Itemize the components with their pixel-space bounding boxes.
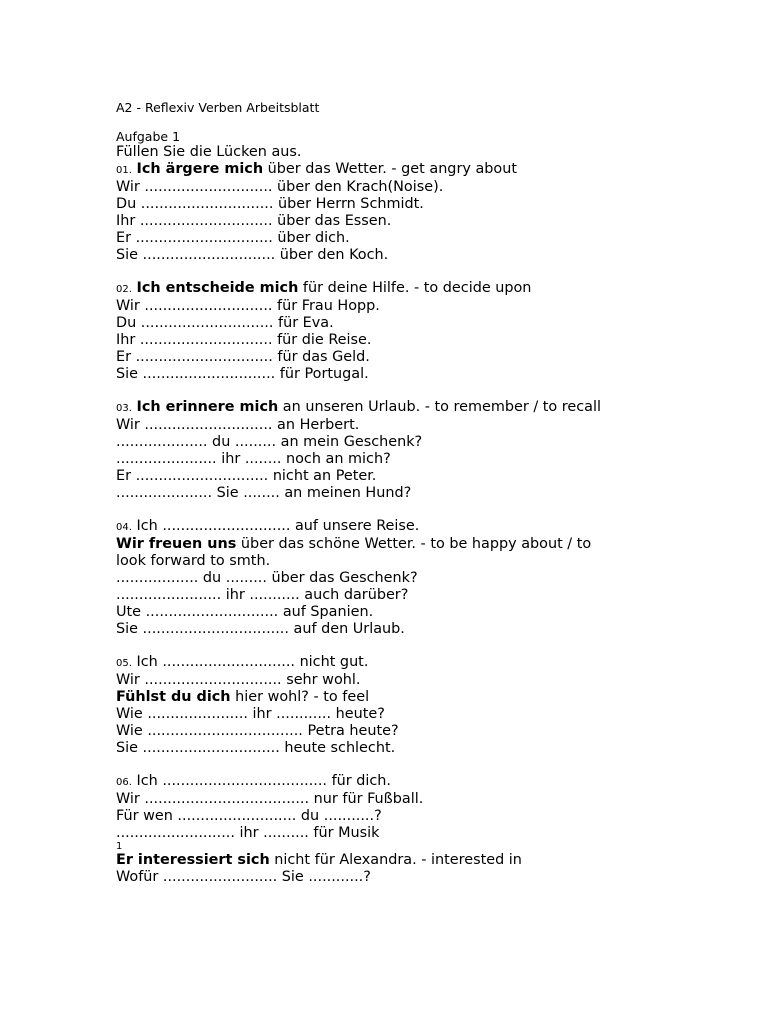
exercise-line: Wie .................................. Petra heute? xyxy=(116,723,399,739)
exercise-line: .......................... ihr .......... für Musik xyxy=(116,825,380,841)
exercise-line: ..................... Sie ........ an meinen Hund? xyxy=(116,485,412,501)
exercise-phrase: Ich ärgere mich xyxy=(136,161,264,177)
exercise-number: 01. xyxy=(116,165,132,176)
exercise-3-header xyxy=(116,399,676,417)
exercise-number: 04. xyxy=(116,522,132,533)
exercise-line: Er .............................. für das Geld. xyxy=(116,349,370,365)
spacer xyxy=(116,638,676,654)
exercise-line: Sie ................................ auf den Urlaub. xyxy=(116,621,405,637)
exercise-meaning-continued: look forward to smth. xyxy=(116,553,271,569)
exercise-5-header xyxy=(116,654,676,672)
exercise-6-header xyxy=(116,773,676,791)
exercise-line: Wir .................................... nur für Fußball. xyxy=(116,791,424,807)
exercise-number: 03. xyxy=(116,403,132,414)
exercise-meaning: nicht für Alexandra. - interested in xyxy=(269,852,522,868)
exercise-1-header xyxy=(116,161,676,179)
exercise-line: Wofür ......................... Sie ............? xyxy=(116,869,371,885)
exercise-line: Wie ...................... ihr ............ heute? xyxy=(116,706,385,722)
exercise-phrase-line xyxy=(116,852,676,869)
exercise-line: Für wen .......................... du ...........? xyxy=(116,808,382,824)
exercise-line: Ute ............................. auf Spanien. xyxy=(116,604,374,620)
exercise-line: Er ............................. nicht an Peter. xyxy=(116,468,377,484)
exercise-line: Wir ............................ über den Krach(Noise). xyxy=(116,179,444,195)
exercise-phrase: Fühlst du dich xyxy=(116,689,231,705)
exercise-meaning: an unseren Urlaub. - to remember / to recall xyxy=(278,399,601,415)
exercise-line: Ihr ............................. für die Reise. xyxy=(116,332,372,348)
exercise-meaning: hier wohl? - to feel xyxy=(230,689,370,705)
exercise-line: Wir ............................ für Frau Hopp. xyxy=(116,298,380,314)
exercise-phrase-line xyxy=(116,536,676,553)
exercise-line: .................... du ......... an mein Geschenk? xyxy=(116,434,423,450)
exercise-meaning: über das Wetter. - get angry about xyxy=(263,161,517,177)
exercise-line: Ich .................................... für dich. xyxy=(131,773,392,789)
exercise-phrase: Wir freuen uns xyxy=(116,536,237,552)
exercise-line: Ich ............................ auf unsere Reise. xyxy=(131,518,420,534)
exercise-line: Er .............................. über dich. xyxy=(116,230,350,246)
exercise-4-header xyxy=(116,518,676,536)
exercise-number: 02. xyxy=(116,284,132,295)
exercise-line: Sie .............................. heute schlecht. xyxy=(116,740,396,756)
exercise-line: Sie ............................. über den Koch. xyxy=(116,247,389,263)
page-title: A2 - Reflexiv Verben Arbeitsblatt xyxy=(116,100,320,115)
exercise-phrase: Er interessiert sich xyxy=(116,852,270,868)
task-label: Aufgabe 1 xyxy=(116,129,181,144)
exercise-line: Ihr ............................. über das Essen. xyxy=(116,213,392,229)
spacer xyxy=(116,264,676,280)
exercise-line: Sie ............................. für Portugal. xyxy=(116,366,369,382)
exercise-line: Wir .............................. sehr wohl. xyxy=(116,672,361,688)
exercise-line: .................. du ......... über das Geschenk? xyxy=(116,570,418,586)
exercise-number: 06. xyxy=(116,777,132,788)
exercise-line: Ich ............................. nicht gut. xyxy=(131,654,369,670)
exercise-number: 05. xyxy=(116,658,132,669)
exercise-line: Wir ............................ an Herbert. xyxy=(116,417,360,433)
exercise-meaning: über das schöne Wetter. - to be happy about / to xyxy=(236,536,592,552)
spacer xyxy=(116,383,676,399)
exercise-line: Du ............................. über Herrn Schmidt. xyxy=(116,196,424,212)
exercise-meaning: für deine Hilfe. - to decide upon xyxy=(298,280,532,296)
exercise-line: ...................... ihr ........ noch an mich? xyxy=(116,451,391,467)
exercise-phrase: Ich entscheide mich xyxy=(136,280,299,296)
spacer xyxy=(116,757,676,773)
worksheet-content xyxy=(116,144,676,886)
page-number: 1 xyxy=(116,841,123,852)
exercise-line: Du ............................. für Eva. xyxy=(116,315,334,331)
spacer xyxy=(116,502,676,518)
exercise-phrase: Ich erinnere mich xyxy=(136,399,279,415)
exercise-2-header xyxy=(116,280,676,298)
instruction: Füllen Sie die Lücken aus. xyxy=(116,144,302,160)
exercise-line: ....................... ihr ........... auch darüber? xyxy=(116,587,409,603)
exercise-phrase-line xyxy=(116,689,676,706)
